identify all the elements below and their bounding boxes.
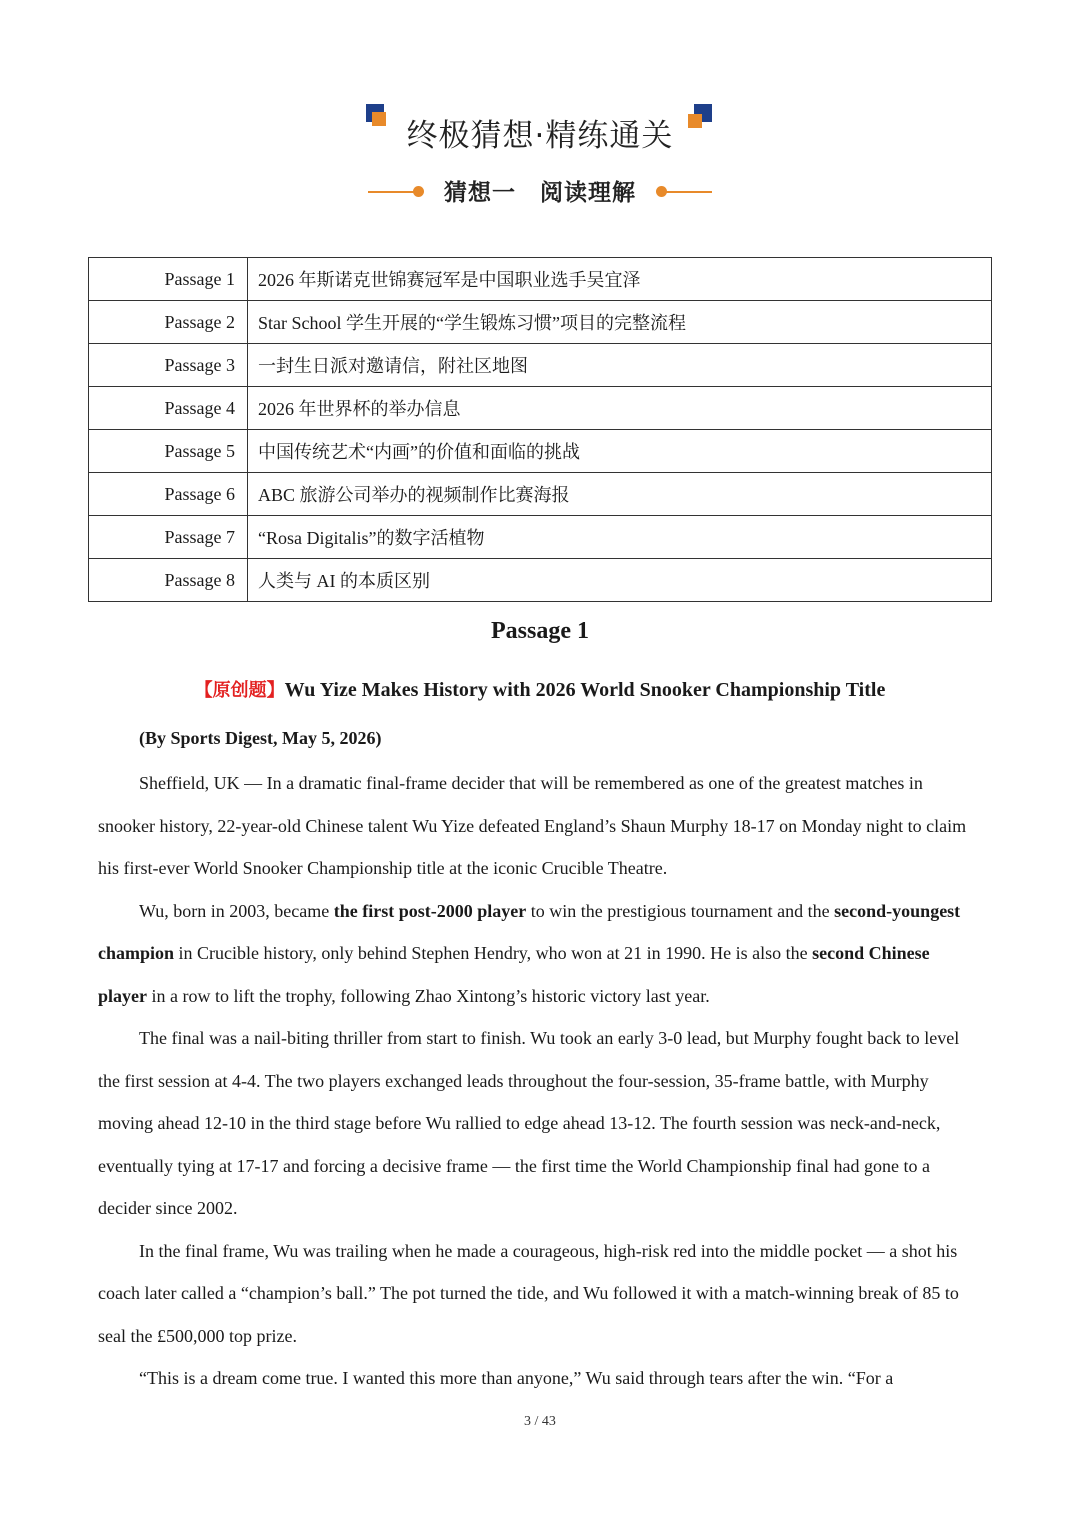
passage-description: ABC 旅游公司举办的视频制作比赛海报	[248, 473, 992, 516]
table-row	[89, 430, 992, 473]
emphasis: the first post-2000 player	[333, 900, 527, 921]
divider-line	[662, 191, 712, 193]
subtitle-text: 猜想一 阅读理解	[444, 180, 636, 206]
passage-heading: Passage 1	[491, 618, 589, 644]
header-banner	[0, 98, 1080, 158]
paragraph: “This is a dream come true. I wanted this more than anyone,” Wu said through tears after the win. “For a	[139, 1368, 894, 1388]
section-subtitle	[0, 172, 1080, 208]
passage-description: 2026 年世界杯的举办信息	[248, 387, 992, 430]
passage-label: Passage 1	[89, 258, 248, 301]
table-row	[89, 344, 992, 387]
passage-summary-table	[88, 257, 992, 602]
article-title-text: Wu Yize Makes History with 2026 World Snooker Championship Title	[284, 679, 886, 701]
passage-description: “Rosa Digitalis”的数字活植物	[248, 516, 992, 559]
table-row	[89, 301, 992, 344]
passage-label: Passage 5	[89, 430, 248, 473]
table-row	[89, 387, 992, 430]
passage-description: 2026 年斯诺克世锦赛冠军是中国职业选手吴宜泽	[248, 258, 992, 301]
passage-label: Passage 6	[89, 473, 248, 516]
passage-label: Passage 3	[89, 344, 248, 387]
original-question-tag: 【原创题】	[194, 680, 285, 701]
page-number: 3 / 43	[524, 1414, 556, 1429]
table-row	[89, 516, 992, 559]
paragraph: Sheffield, UK — In a dramatic final-frame decider that will be remembered as one of the greatest matches in snooker history, 22-year-old Chinese talent Wu Yize defeated England’s Shaun Murphy 18-17 on Monday night to claim his first-ever World Snooker Championship title at the iconic Crucible Theatre.	[98, 773, 967, 878]
passage-label: Passage 4	[89, 387, 248, 430]
article-byline: (By Sports Digest, May 5, 2026)	[139, 728, 382, 748]
table-row	[89, 258, 992, 301]
passage-label: Passage 2	[89, 301, 248, 344]
article-title	[0, 676, 1080, 702]
page-title: 终极猜想·精练通关	[406, 118, 674, 154]
passage-description: Star School 学生开展的“学生锻炼习惯”项目的完整流程	[248, 301, 992, 344]
emphasis: second-youngest champion	[98, 900, 961, 963]
table-row	[89, 559, 992, 602]
paragraph: The final was a nail-biting thriller from start to finish. Wu took an early 3-0 lead, but Murphy fought back to level the first session at 4-4. The two players exchanged leads throughout the four-session, 35-frame battle, with Murphy moving ahead 12-10 in the third stage before Wu rallied to edge ahead 13-12. The fourth session was neck-and-neck, eventually tying at 17-17 and forcing a decisive frame — the first time the World Championship final had gone to a decider since 2002.	[98, 1028, 960, 1218]
paragraph: In the final frame, Wu was trailing when he made a courageous, high-risk red into the middle pocket — a shot his coach later called a “champion’s ball.” The pot turned the tide, and Wu followed it with a match-winning break of 85 to seal the £500,000 top prize.	[98, 1240, 959, 1346]
passage-description: 人类与 AI 的本质区别	[248, 559, 992, 602]
square-decoration-icon	[686, 104, 716, 138]
table-row	[89, 473, 992, 516]
emphasis: second Chinese player	[98, 943, 930, 1006]
passage-description: 中国传统艺术“内画”的价值和面临的挑战	[248, 430, 992, 473]
passage-description: 一封生日派对邀请信，附社区地图	[248, 344, 992, 387]
passage-label: Passage 8	[89, 559, 248, 602]
paragraph: Wu, born in 2003, became the first post-2000 player to win the prestigious tournament and the second-youngest champion in Crucible history, only behind Stephen Hendry, who won at 21 in 1990. He is also the second Chinese player in a row to lift the trophy, following Zhao Xintong’s historic victory last year.	[98, 900, 961, 1006]
passage-label: Passage 7	[89, 516, 248, 559]
article-body	[98, 762, 982, 1400]
